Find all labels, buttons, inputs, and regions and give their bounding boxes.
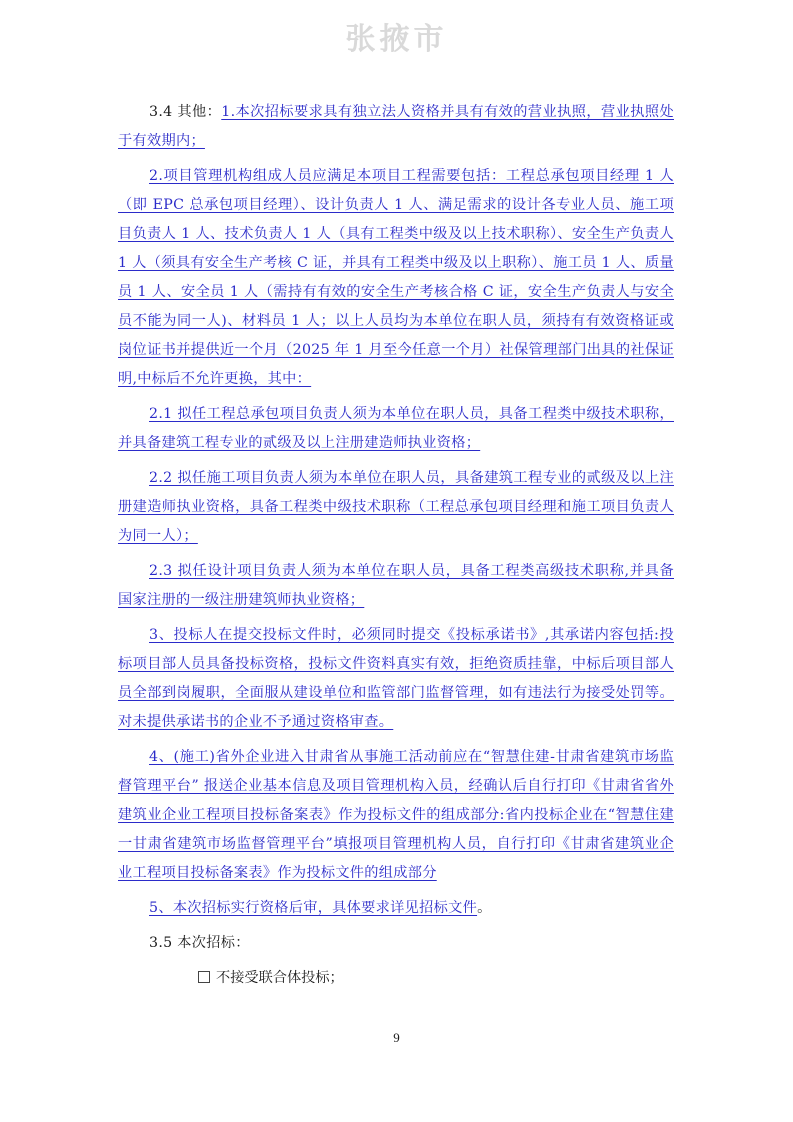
section-3-4-item-2-1	[118, 400, 674, 458]
item-2-2-text[interactable]: 2.2 拟任施工项目负责人须为本单位在职人员，具备建筑工程专业的贰级及以上注册建造师执业资格，具备工程类中级技术职称（工程总承包项目经理和施工项目负责人为同一人）；	[118, 470, 674, 544]
page-number: 9	[393, 1030, 400, 1045]
section-3-4-item-5	[118, 894, 674, 923]
item-1-text[interactable]: 1.本次招标要求具有独立法人资格并具有有效的营业执照，营业执照处于有效期内；	[118, 104, 674, 149]
joint-bid-option	[118, 964, 674, 993]
document-body	[118, 98, 674, 993]
section-3-4-item-2-2	[118, 464, 674, 551]
section-3-4-item-1	[118, 98, 674, 156]
section-3-5-title: 3.5 本次招标：	[149, 935, 250, 951]
item-5-text[interactable]: 5、本次招标实行资格后审，具体要求详见招标文件	[149, 900, 478, 916]
section-3-4-item-2	[118, 162, 674, 394]
joint-bid-option-label: 不接受联合体投标；	[216, 970, 344, 986]
item-5-end: 。	[477, 900, 492, 916]
checkbox-icon[interactable]	[198, 971, 210, 983]
section-3-4-item-2-3	[118, 557, 674, 615]
section-3-4-prefix: 3.4 其他：	[149, 104, 222, 120]
watermark: 张掖市	[345, 22, 448, 57]
section-3-4-item-4	[118, 743, 674, 888]
item-2-1-text[interactable]: 2.1 拟任工程总承包项目负责人须为本单位在职人员，具备工程类中级技术职称，并具备建筑工程专业的贰级及以上注册建造师执业资格；	[118, 406, 674, 451]
item-3-text[interactable]: 3、投标人在提交投标文件时，必须同时提交《投标承诺书》,其承诺内容包括:投标项目部人员具备投标资格，投标文件资料真实有效，拒绝资质挂靠，中标后项目部人员全部到岗履职，全面服从建设单位和监管部门监督管理，如有违法行为接受处罚等。对未提供承诺书的企业不予通过资格审查。	[118, 627, 674, 730]
item-2-3-text[interactable]: 2.3 拟任设计项目负责人须为本单位在职人员，具备工程类高级技术职称,并具备国家注册的一级注册建筑师执业资格；	[118, 563, 674, 608]
section-3-4-item-3	[118, 621, 674, 737]
item-4-text[interactable]: 4、(施工)省外企业进入甘肃省从事施工活动前应在“智慧住建-甘肃省建筑市场监督管理平台” 报送企业基本信息及项目管理机构入员，经确认后自行打印《甘肃省省外建筑业企业工程项目投标备案表》作为投标文件的组成部分:省内投标企业在“智慧住建一甘肃省建筑市场监督管理平台”填报项目管理机构人员，自行打印《甘肃省建筑业企业工程项目投标备案表》作为投标文件的组成部分	[118, 749, 674, 881]
item-2-text[interactable]: 2.项目管理机构组成人员应满足本项目工程需要包括：工程总承包项目经理 1 人（即 EPC 总承包项目经理）、设计负责人 1 人、满足需求的设计各专业人员、施工项目负责人 1 人、技术负责人 1 人（具有工程类中级及以上技术职称）、安全生产负责人 1 人（须具有安全生产考核 C 证，并具有工程类中级及以上职称）、施工员 1 人、质量员 1 人、安全员 1 人（需持有有效的安全生产考核合格 C 证，安全生产负责人与安全员不能为同一人)、材料员 1 人；以上人员均为本单位在职人员，须持有有效资格证或岗位证书并提供近一个月（2025 年 1 月至今任意一个月）社保管理部门出具的社保证明,中标后不允许更换，其中：	[118, 168, 674, 387]
